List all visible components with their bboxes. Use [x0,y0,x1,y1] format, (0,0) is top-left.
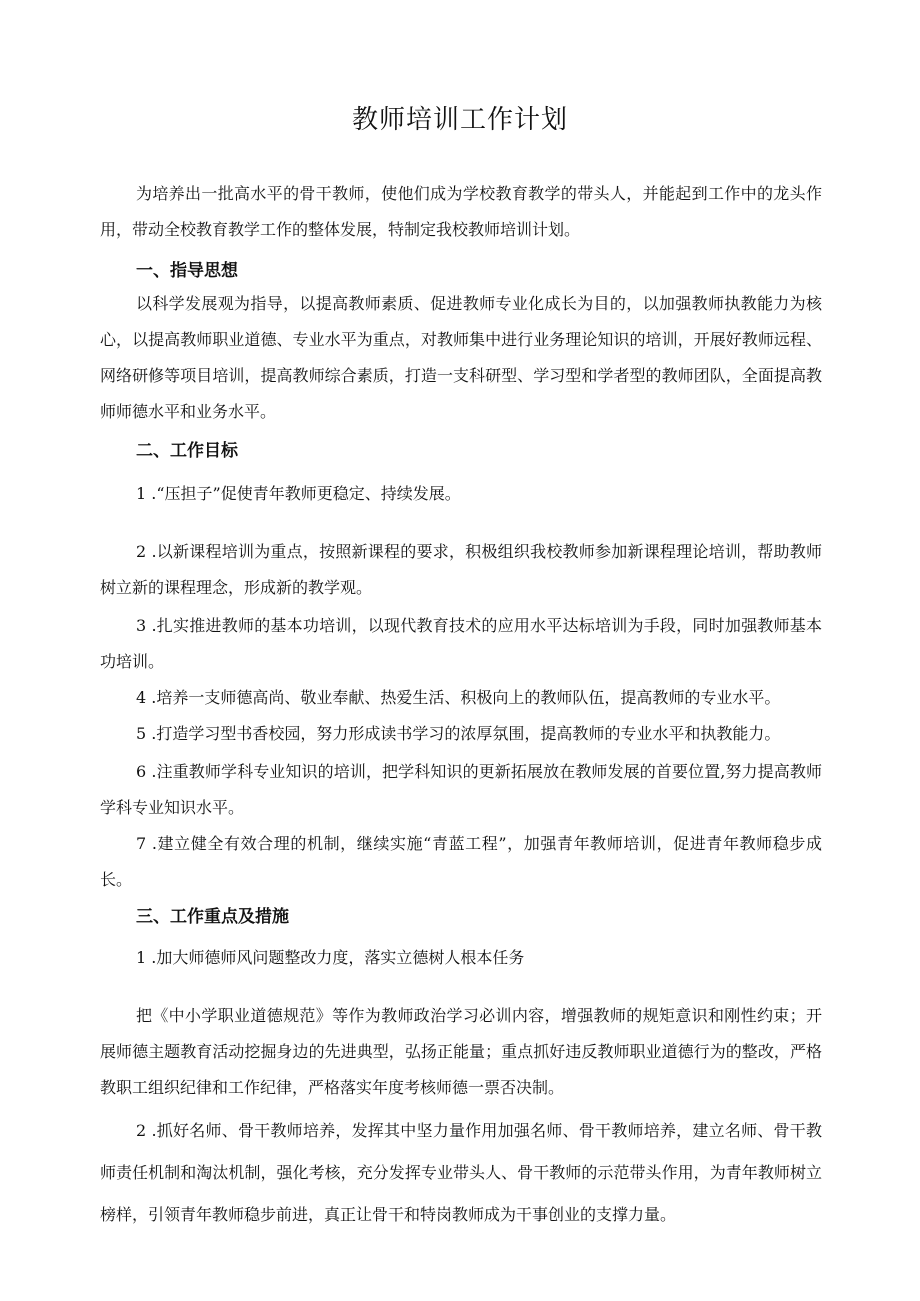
measure-item-2: 2 .抓好名师、骨干教师培养，发挥其中坚力量作用加强名师、骨干教师培养，建立名师、骨干教师责任机制和淘汰机制，强化考核，充分发挥专业带头人、骨干教师的示范带头作用，为青年教师树立榜样，引领青年教师稳步前进，真正让骨干和特岗教师成为干事创业的支撑力量。 [100,1121,822,1224]
goal-item-3: 3 .扎实推进教师的基本功培训，以现代教育技术的应用水平达标培训为手段，同时加强教师基本功培训。 [100,616,822,671]
guiding-ideology-paragraph: 以科学发展观为指导，以提高教师素质、促进教师专业化成长为目的，以加强教师执教能力为核心，以提高教师职业道德、专业水平为重点，对教师集中进行业务理论知识的培训，开展好教师远程、网络研修等项目培训，提高教师综合素质，打造一支科研型、学习型和学者型的教师团队，全面提高教师师德水平和业务水平。 [100,294,822,421]
goal-item-5: 5 .打造学习型书香校园，努力形成读书学习的浓厚氛围，提高教师的专业水平和执教能力。 [136,724,781,743]
section-heading-work-goals: 二、工作目标 [136,441,238,461]
measure-item-1: 1 .加大师德师风问题整改力度，落实立德树人根本任务 [136,948,525,967]
document-title: 教师培训工作计划 [351,105,568,135]
intro-paragraph: 为培养出一批高水平的骨干教师，使他们成为学校教育教学的带头人，并能起到工作中的龙头作用，带动全校教育教学工作的整体发展，特制定我校教师培训计划。 [100,184,822,239]
goal-item-1: 1 .“压担子”促使青年教师更稳定、持续发展。 [136,484,461,503]
section-heading-guiding-ideology: 一、指导思想 [136,261,238,281]
goal-item-7: 7 .建立健全有效合理的机制，继续实施“青蓝工程”，加强青年教师培训，促进青年教师稳步成长。 [100,834,822,889]
measure-item-1-body: 把《中小学职业道德规范》等作为教师政治学习必训内容，增强教师的规矩意识和刚性约束；开展师德主题教育活动挖掘身边的先进典型，弘扬正能量；重点抓好违反教师职业道德行为的整改，严格教职工组织纪律和工作纪律，严格落实年度考核师德一票否决制。 [100,1006,822,1097]
section-heading-key-measures: 三、工作重点及措施 [136,907,289,927]
goal-item-2: 2 .以新课程培训为重点，按照新课程的要求，积极组织我校教师参加新课程理论培训，帮助教师树立新的课程理念，形成新的教学观。 [100,542,822,597]
goal-item-4: 4 .培养一支师德高尚、敬业奉献、热爱生活、积极向上的教师队伍，提高教师的专业水平。 [136,688,781,707]
goal-item-6: 6 .注重教师学科专业知识的培训，把学科知识的更新拓展放在教师发展的首要位置,努力提高教师学科专业知识水平。 [100,762,822,817]
